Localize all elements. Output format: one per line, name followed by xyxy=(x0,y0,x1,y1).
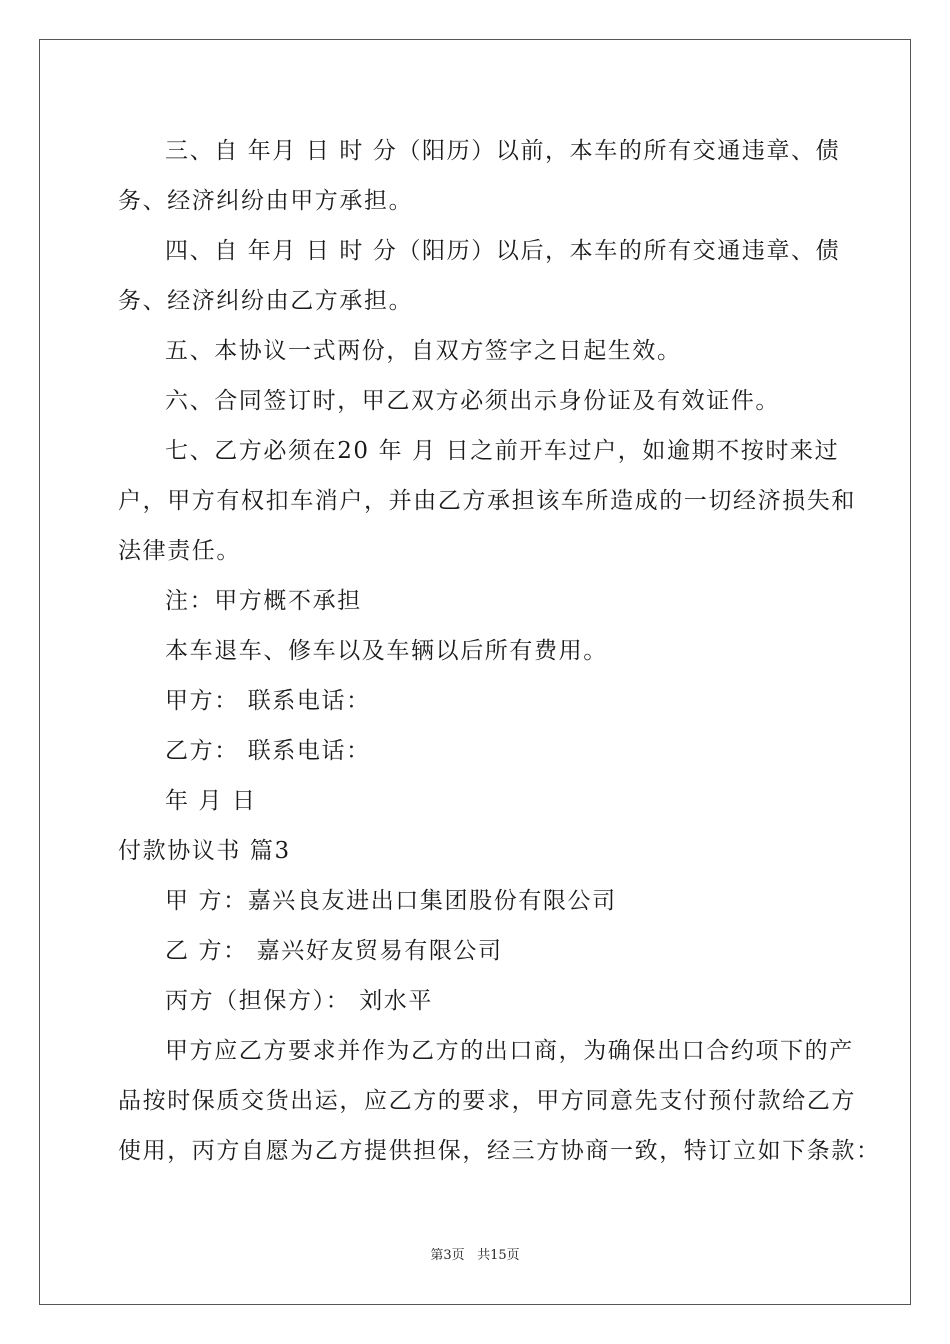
guarantor-line: 丙方（担保方）： 刘水平 xyxy=(165,988,434,1014)
paragraph-line: 本车退车、修车以及车辆以后所有费用。 xyxy=(165,638,608,664)
page-number: 第3页 xyxy=(430,1248,465,1263)
signature-party-b: 乙方： 联系电话： xyxy=(165,738,371,764)
paragraph-line: 五、本协议一式两份，自双方签字之日起生效。 xyxy=(165,338,682,364)
paragraph-line: 使用，丙方自愿为乙方提供担保，经三方协商一致，特订立如下条款： xyxy=(118,1138,881,1164)
page-total: 共15页 xyxy=(477,1248,520,1263)
paragraph-line: 六、合同签订时，甲乙双方必须出示身份证及有效证件。 xyxy=(165,388,780,414)
note-line: 注：甲方概不承担 xyxy=(165,588,362,614)
paragraph-line: 七、乙方必须在20 年 月 日之前开车过户，如逾期不按时来过 xyxy=(165,438,840,464)
paragraph-line: 品按时保质交货出运，应乙方的要求，甲方同意先支付预付款给乙方 xyxy=(118,1088,856,1114)
paragraph-line: 法律责任。 xyxy=(118,538,241,564)
paragraph-line: 务、经济纠纷由甲方承担。 xyxy=(118,188,414,214)
signature-party-a: 甲方： 联系电话： xyxy=(165,688,371,714)
document-body xyxy=(118,126,881,1176)
paragraph-line: 三、自 年月 日 时 分（阳历）以前，本车的所有交通违章、债 xyxy=(165,138,841,164)
page-footer xyxy=(0,1244,950,1263)
party-a-line: 甲 方：嘉兴良友进出口集团股份有限公司 xyxy=(165,888,617,914)
section-heading: 付款协议书 篇3 xyxy=(118,838,291,864)
party-b-line: 乙 方： 嘉兴好友贸易有限公司 xyxy=(165,938,503,964)
paragraph-line: 户，甲方有权扣车消户，并由乙方承担该车所造成的一切经济损失和 xyxy=(118,488,856,514)
paragraph-line: 务、经济纠纷由乙方承担。 xyxy=(118,288,414,314)
paragraph-line: 甲方应乙方要求并作为乙方的出口商，为确保出口合约项下的产 xyxy=(165,1038,854,1064)
signature-date: 年 月 日 xyxy=(165,788,257,814)
paragraph-line: 四、自 年月 日 时 分（阳历）以后，本车的所有交通违章、债 xyxy=(165,238,841,264)
